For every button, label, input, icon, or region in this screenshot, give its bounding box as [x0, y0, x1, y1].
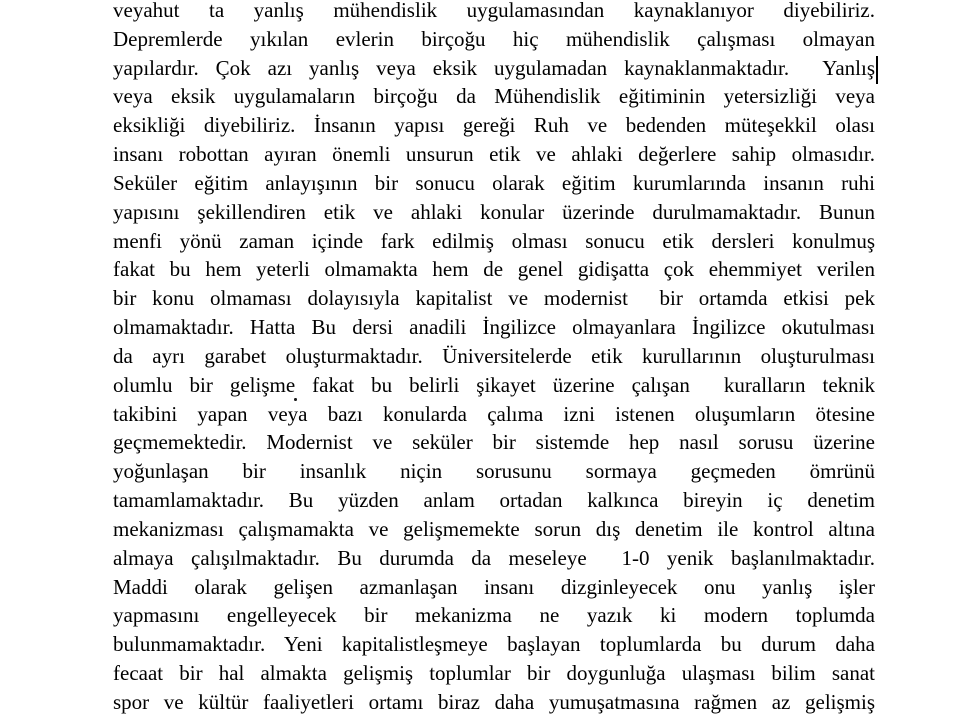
- text-cursor: [876, 56, 878, 84]
- text-line[interactable]: takibini yapan veya bazı konularda çalıma izni istenen oluşumların ötesine: [113, 401, 875, 426]
- text-line[interactable]: insanı robottan ayıran önemli unsurun etik ve ahlaki değerlere sahip olmasıdır.: [113, 142, 875, 167]
- text-line[interactable]: olmamaktadır. Hatta Bu dersi anadili İngilizce olmayanlara İngilizce okutulması: [113, 315, 875, 340]
- text-line[interactable]: menfi yönü zaman içinde fark edilmiş olması sonucu etik dersleri konulmuş: [113, 228, 875, 253]
- text-line[interactable]: bir konu olmaması dolayısıyla kapitalist ve modernist bir ortamda etkisi pek: [113, 286, 875, 311]
- text-line[interactable]: yapısını şekillendiren etik ve ahlaki konular üzerinde durulmamaktadır. Bunun: [113, 199, 875, 224]
- text-line[interactable]: fakat bu hem yeterli olmamakta hem de genel gidişatta çok ehemmiyet verilen: [113, 257, 875, 282]
- text-line[interactable]: Seküler eğitim anlayışının bir sonucu olarak eğitim kurumlarında insanın ruhi: [113, 170, 875, 195]
- text-line[interactable]: yapmasını engelleyecek bir mekanizma ne yazık ki modern toplumda: [113, 603, 875, 628]
- text-line[interactable]: almaya çalışılmaktadır. Bu durumda da meseleye 1-0 yenik başlanılmaktadır.: [113, 545, 875, 570]
- document-text-block[interactable]: [113, 0, 875, 717]
- text-line[interactable]: tamamlamaktadır. Bu yüzden anlam ortadan kalkınca bireyin iç denetim: [113, 488, 875, 513]
- text-line[interactable]: geçmemektedir. Modernist ve seküler bir sistemde hep nasıl sorusu üzerine: [113, 430, 875, 455]
- stray-ink-mark: [294, 398, 297, 401]
- text-line[interactable]: bulunmamaktadır. Yeni kapitalistleşmeye başlayan toplumlarda bu durum daha: [113, 632, 875, 657]
- text-line[interactable]: spor ve kültür faaliyetleri ortamı biraz daha yumuşatmasına rağmen az gelişmiş: [113, 689, 875, 714]
- text-line[interactable]: veya eksik uygulamaların birçoğu da Mühendislik eğitiminin yetersizliği veya: [113, 84, 875, 109]
- text-line[interactable]: da ayrı garabet oluşturmaktadır. Üniversitelerde etik kurullarının oluşturulması: [113, 343, 875, 368]
- text-line[interactable]: Depremlerde yıkılan evlerin birçoğu hiç mühendislik çalışması olmayan: [113, 26, 875, 51]
- text-line[interactable]: mekanizması çalışmamakta ve gelişmemekte sorun dış denetim ile kontrol altına: [113, 516, 875, 541]
- text-line[interactable]: yapılardır. Çok azı yanlış veya eksik uygulamadan kaynaklanmaktadır. Yanlış: [113, 55, 875, 80]
- text-line[interactable]: veyahut ta yanlış mühendislik uygulamasından kaynaklanıyor diyebiliriz.: [113, 0, 875, 22]
- text-line[interactable]: fecaat bir hal almakta gelişmiş toplumlar bir doygunluğa ulaşması bilim sanat: [113, 661, 875, 686]
- text-line[interactable]: olumlu bir gelişme fakat bu belirli şikayet üzerine çalışan kuralların teknik: [113, 372, 875, 397]
- text-line[interactable]: Maddi olarak gelişen azmanlaşan insanı dizginleyecek onu yanlış işler: [113, 574, 875, 599]
- text-line[interactable]: yoğunlaşan bir insanlık niçin sorusunu sormaya geçmeden ömrünü: [113, 459, 875, 484]
- text-line[interactable]: eksikliği diyebiliriz. İnsanın yapısı gereği Ruh ve bedenden müteşekkil olası: [113, 113, 875, 138]
